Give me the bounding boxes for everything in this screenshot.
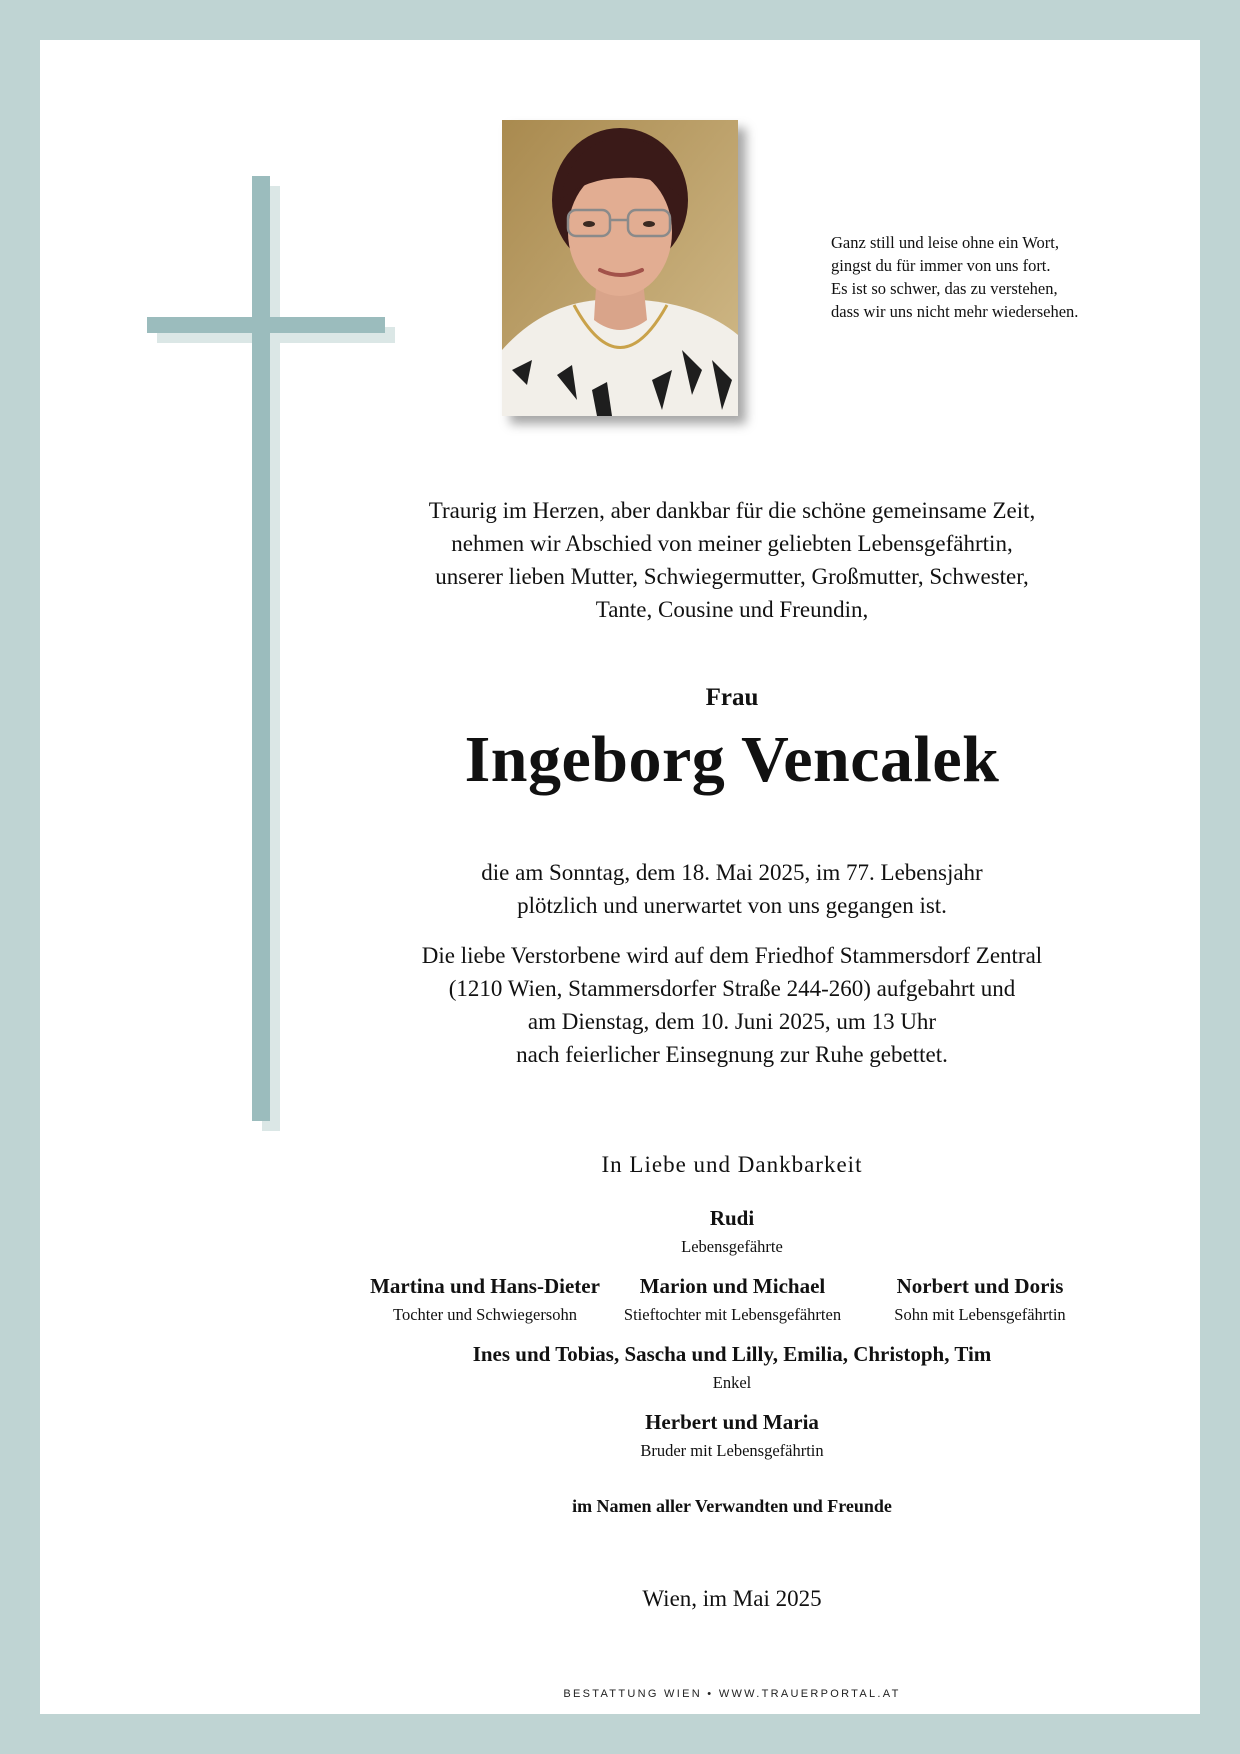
funeral-line: nach feierlicher Einsegnung zur Ruhe gebettet. [516,1042,948,1067]
intro-line: Tante, Cousine und Freundin, [595,597,869,622]
mourner-name: Martina und Hans-Dieter [370,1274,600,1298]
funeral-line: am Dienstag, dem 10. Juni 2025, um 13 Uhr [527,1009,937,1034]
poem-line: dass wir uns nicht mehr wiedersehen. [831,302,1079,321]
mourner-relation: Tochter und Schwiegersohn [393,1305,577,1324]
poem [831,231,1078,323]
mourners-heading: In Liebe und Dankbarkeit [601,1152,863,1177]
funeral-line: (1210 Wien, Stammersdorfer Straße 244-260) aufgebahrt und [448,976,1016,1001]
death-notice [320,856,1144,922]
portrait-photo [502,120,738,416]
mourner-child [355,1274,615,1325]
intro-line: unserer lieben Mutter, Schwiegermutter, Großmutter, Schwester, [435,564,1029,589]
mourner-child [865,1274,1095,1325]
intro-text [320,494,1144,626]
funeral-line: Die liebe Verstorbene wird auf dem Friedhof Stammersdorf Zentral [421,943,1043,968]
intro-line: nehmen wir Abschied von meiner geliebten Lebensgefährtin, [451,531,1013,556]
poem-line: gingst du für immer von uns fort. [831,256,1051,275]
mourner-relation: Stieftochter mit Lebensgefährten [623,1305,842,1324]
mourner-relation: Sohn mit Lebensgefährtin [894,1305,1066,1324]
mourner-relation: Enkel [712,1373,752,1392]
poem-line: Es ist so schwer, das zu verstehen, [831,279,1058,298]
mourner-partner [320,1206,1144,1257]
mourner-name: Norbert und Doris [896,1274,1064,1298]
mourner-sibling [320,1410,1144,1461]
mourner-name: Ines und Tobias, Sascha und Lilly, Emilia, Christoph, Tim [472,1342,992,1366]
death-notice-line: die am Sonntag, dem 18. Mai 2025, im 77. Lebensjahr [481,860,983,885]
footer: BESTATTUNG WIEN • WWW.TRAUERPORTAL.AT [563,1688,901,1700]
mourner-name: Marion und Michael [639,1274,826,1298]
death-notice-line: plötzlich und unerwartet von uns gegangen ist. [517,893,947,918]
closing-line: im Namen aller Verwandten und Freunde [572,1496,892,1516]
salutation: Frau [705,684,759,711]
mourner-grandchildren [320,1342,1144,1393]
mourner-relation: Bruder mit Lebensgefährtin [640,1441,824,1460]
place-date: Wien, im Mai 2025 [642,1586,822,1611]
funeral-details [320,939,1144,1071]
intro-line: Traurig im Herzen, aber dankbar für die schöne gemeinsame Zeit, [428,498,1036,523]
deceased-name: Ingeborg Vencalek [464,723,1000,796]
mourner-relation: Lebensgefährte [681,1237,783,1256]
mourner-child [600,1274,865,1325]
mourner-name: Herbert und Maria [645,1410,819,1434]
poem-line: Ganz still und leise ohne ein Wort, [831,233,1059,252]
mourner-name: Rudi [709,1206,755,1230]
